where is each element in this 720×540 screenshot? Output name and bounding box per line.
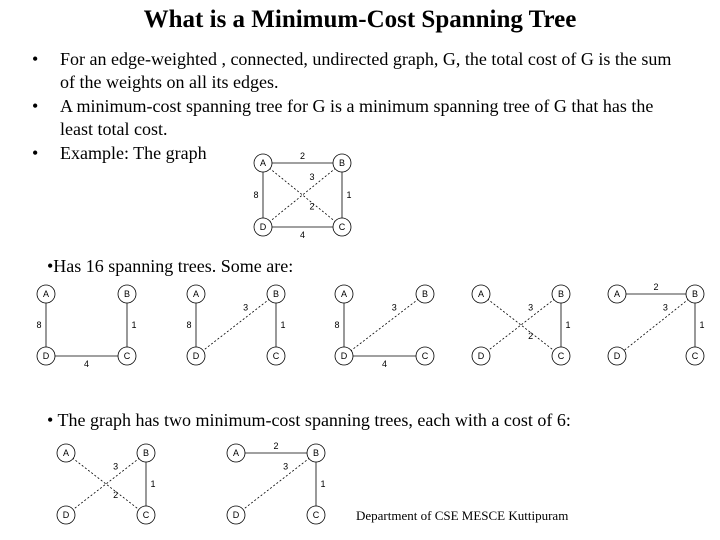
example-graph-weight-AC: 2 — [309, 201, 315, 212]
spanning-tree-5-weight-BC: 1 — [699, 320, 705, 330]
spanning-tree-1-weight-BC: 1 — [131, 320, 137, 330]
spanning-tree-2-node-label-C: C — [272, 351, 280, 361]
spanning-tree-3-weight-BD: 3 — [391, 302, 397, 313]
example-graph-edge-BD — [263, 163, 342, 227]
example-graph-edge-AC — [263, 163, 342, 227]
minimum-tree-1-weight-AC: 2 — [113, 490, 119, 501]
spanning-tree-4-node-label-D: D — [477, 351, 485, 361]
spanning-tree-5-weight-AB: 2 — [653, 282, 659, 292]
footer-department: Department of CSE MESCE Kuttipuram — [356, 508, 569, 523]
spanning-tree-1-node-label-B: B — [123, 289, 131, 299]
bullet-text: Example: The graph — [60, 143, 207, 163]
spanning-tree-3-node-label-D: D — [340, 351, 348, 361]
minimum-tree-1-node-label-C: C — [142, 510, 150, 520]
bullet-text: A minimum-cost spanning tree for G is a minimum spanning tree of G that has the least total cost. — [60, 96, 654, 139]
example-graph-node-label-A: A — [259, 158, 267, 168]
example-graph-node-label-D: D — [259, 222, 267, 232]
minimum-trees-caption: • The graph has two minimum-cost spanning trees, each with a cost of 6: — [47, 410, 571, 430]
spanning-tree-3-weight-DC: 4 — [381, 359, 388, 369]
spanning-tree-2-weight-BD: 3 — [243, 302, 249, 313]
bullet-dot: • — [32, 143, 39, 163]
spanning-tree-4-weight-BC: 1 — [565, 320, 571, 330]
example-graph-weight-BD: 3 — [309, 172, 315, 183]
spanning-tree-2-edge-BD — [196, 294, 276, 356]
spanning-tree-2-weight-BC: 1 — [280, 320, 286, 330]
bullet-text: For an edge-weighted , connected, undirected graph, G, the total cost of G is the sum of the weights on all its edges. — [60, 49, 672, 92]
spanning-tree-3-weight-AD: 8 — [334, 320, 340, 330]
slide-title: What is a Minimum-Cost Spanning Tree — [143, 6, 577, 33]
spanning-tree-4-node-label-C: C — [557, 351, 565, 361]
minimum-tree-2-edge-BD — [236, 453, 316, 515]
spanning-tree-5-node-label-A: A — [613, 289, 621, 299]
spanning-tree-3-node-label-B: B — [421, 289, 429, 299]
spanning-tree-2-node-label-A: A — [192, 289, 200, 299]
spanning-tree-3-edge-BD — [344, 294, 425, 356]
minimum-tree-2-node-label-A: A — [232, 448, 240, 458]
spanning-tree-5-node-label-C: C — [691, 351, 699, 361]
spanning-tree-1-node-label-D: D — [42, 351, 50, 361]
example-graph-weight-AB: 2 — [299, 151, 306, 161]
spanning-tree-2-weight-AD: 8 — [186, 320, 192, 330]
bullet-dot: • — [32, 96, 39, 116]
spanning-tree-2-node-label-B: B — [272, 289, 280, 299]
spanning-tree-1-weight-DC: 4 — [83, 359, 90, 369]
bullet-dot: • — [32, 49, 39, 69]
spanning-tree-3-node-label-A: A — [340, 289, 348, 299]
spanning-tree-1-weight-AD: 8 — [36, 320, 42, 330]
minimum-tree-1-node-label-D: D — [62, 510, 70, 520]
spanning-tree-4-node-label-A: A — [477, 289, 485, 299]
minimum-tree-2-weight-BD: 3 — [283, 461, 289, 472]
minimum-tree-1-weight-BC: 1 — [150, 479, 156, 489]
example-graph-weight-BC: 1 — [346, 190, 352, 200]
minimum-tree-1-weight-BD: 3 — [113, 461, 119, 472]
spanning-tree-3-node-label-C: C — [421, 351, 429, 361]
minimum-tree-1-edge-AC — [66, 453, 146, 515]
minimum-tree-2-node-label-D: D — [232, 510, 240, 520]
minimum-tree-1-node-label-A: A — [62, 448, 70, 458]
spanning-trees-caption: •Has 16 spanning trees. Some are: — [47, 256, 294, 276]
spanning-tree-5-node-label-D: D — [613, 351, 621, 361]
spanning-tree-5-edge-BD — [617, 294, 695, 356]
spanning-tree-1-node-label-A: A — [42, 289, 50, 299]
example-graph-weight-DC: 4 — [299, 230, 306, 240]
spanning-tree-4-weight-AC: 2 — [528, 331, 534, 342]
minimum-tree-1-node-label-B: B — [142, 448, 150, 458]
minimum-tree-1-edge-BD — [66, 453, 146, 515]
spanning-tree-4-node-label-B: B — [557, 289, 565, 299]
minimum-tree-2-node-label-C: C — [312, 510, 320, 520]
spanning-tree-5-weight-BD: 3 — [662, 302, 668, 313]
example-graph-node-label-B: B — [338, 158, 346, 168]
spanning-tree-4-edge-AC — [481, 294, 561, 356]
spanning-tree-4-edge-BD — [481, 294, 561, 356]
minimum-tree-2-node-label-B: B — [312, 448, 320, 458]
example-graph-node-label-C: C — [338, 222, 346, 232]
spanning-tree-5-node-label-B: B — [691, 289, 699, 299]
example-graph-weight-AD: 8 — [253, 190, 259, 200]
spanning-tree-1-node-label-C: C — [123, 351, 131, 361]
spanning-tree-4-weight-BD: 3 — [528, 302, 534, 313]
minimum-tree-2-weight-BC: 1 — [320, 479, 326, 489]
spanning-tree-2-node-label-D: D — [192, 351, 200, 361]
minimum-tree-2-weight-AB: 2 — [273, 441, 279, 451]
